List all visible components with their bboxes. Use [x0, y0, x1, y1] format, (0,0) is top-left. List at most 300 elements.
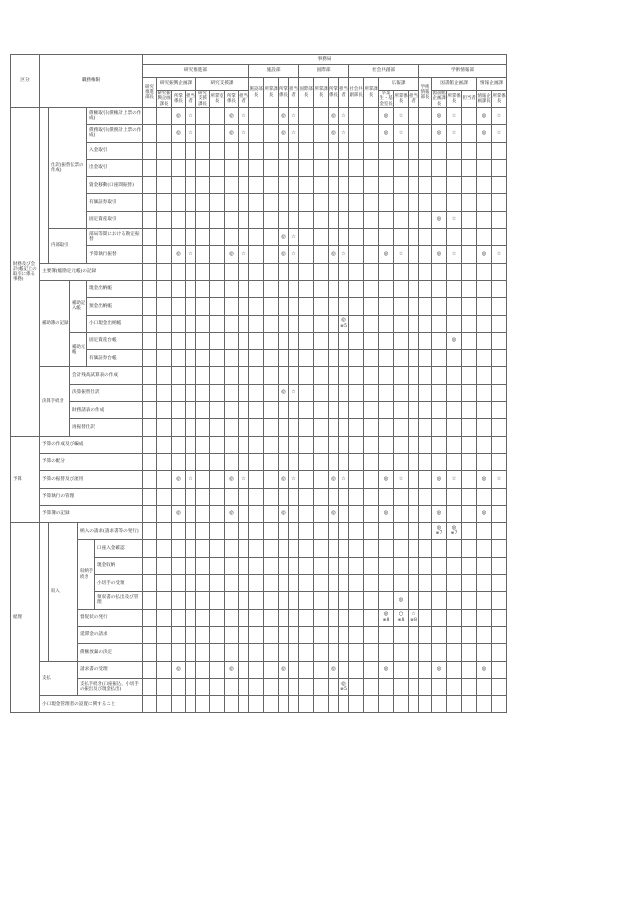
- authority-cell: [379, 142, 394, 159]
- authority-cell: [225, 332, 239, 349]
- authority-cell: [492, 696, 507, 713]
- authority-cell: [447, 280, 462, 297]
- authority-cell: [339, 402, 349, 419]
- authority-cell: [462, 246, 477, 263]
- authority-cell: [379, 592, 394, 609]
- authority-cell: ◎: [329, 471, 339, 488]
- role-header: 所掌係長: [492, 91, 507, 108]
- authority-cell: [239, 159, 249, 176]
- authority-cell: [186, 350, 196, 367]
- authority-cell: [157, 626, 172, 643]
- authority-cell: [314, 142, 329, 159]
- authority-cell: [394, 263, 409, 280]
- authority-cell: [157, 315, 172, 332]
- authority-cell: [339, 194, 349, 211]
- authority-cell: [379, 384, 394, 401]
- role-header: 担当者: [409, 91, 419, 108]
- authority-matrix-table: [10, 54, 507, 713]
- authority-cell: [409, 419, 419, 436]
- authority-cell: [314, 246, 329, 263]
- authority-cell: [419, 350, 432, 367]
- authority-cell: [157, 177, 172, 194]
- authority-cell: [394, 678, 409, 695]
- authority-cell: [329, 419, 339, 436]
- authority-cell: [432, 280, 447, 297]
- authority-cell: [264, 108, 279, 125]
- authority-cell: [225, 350, 239, 367]
- authority-cell: [225, 453, 239, 470]
- authority-cell: [299, 696, 314, 713]
- authority-cell: [299, 246, 314, 263]
- authority-cell: [492, 350, 507, 367]
- authority-cell: [379, 402, 394, 419]
- row-label: 小口現金出納帳: [87, 315, 143, 332]
- authority-cell: ◎: [432, 661, 447, 678]
- authority-cell: [409, 332, 419, 349]
- authority-cell: [314, 125, 329, 142]
- authority-cell: ◎ ※7: [432, 523, 447, 540]
- authority-cell: [492, 575, 507, 592]
- authority-cell: [339, 488, 349, 505]
- authority-cell: [186, 419, 196, 436]
- authority-cell: ◎: [329, 661, 339, 678]
- authority-cell: [289, 436, 299, 453]
- authority-cell: [492, 644, 507, 661]
- authority-cell: [419, 471, 432, 488]
- authority-cell: [462, 661, 477, 678]
- authority-cell: [289, 402, 299, 419]
- authority-cell: [379, 696, 394, 713]
- authority-cell: [349, 194, 364, 211]
- authority-cell: [364, 592, 379, 609]
- authority-cell: [432, 609, 447, 626]
- authority-cell: [409, 488, 419, 505]
- row-label: 予算簿の記録: [40, 505, 143, 522]
- authority-cell: [329, 177, 339, 194]
- authority-cell: [364, 108, 379, 125]
- authority-cell: [477, 592, 492, 609]
- authority-cell: [249, 505, 264, 522]
- authority-cell: [210, 402, 225, 419]
- authority-cell: [249, 108, 264, 125]
- role-header: 図書館企画課長: [432, 91, 446, 107]
- authority-cell: ◎: [432, 211, 447, 228]
- authority-cell: [210, 540, 225, 557]
- authority-cell: [462, 488, 477, 505]
- authority-cell: ◎: [477, 108, 492, 125]
- authority-cell: ◎: [329, 125, 339, 142]
- authority-cell: [225, 142, 239, 159]
- authority-cell: [264, 350, 279, 367]
- authority-cell: [157, 696, 172, 713]
- authority-cell: [289, 177, 299, 194]
- authority-cell: [289, 315, 299, 332]
- authority-cell: [339, 626, 349, 643]
- authority-cell: [289, 263, 299, 280]
- role-header: 卒業生・基金室長: [379, 91, 393, 107]
- authority-cell: [196, 402, 210, 419]
- authority-cell: [172, 488, 186, 505]
- authority-cell: [172, 229, 186, 246]
- authority-cell: [157, 609, 172, 626]
- authority-cell: [462, 125, 477, 142]
- authority-cell: [143, 471, 157, 488]
- row-label: 出金取引: [87, 159, 143, 176]
- authority-cell: [289, 453, 299, 470]
- authority-cell: [289, 523, 299, 540]
- authority-cell: ◎: [279, 108, 289, 125]
- authority-cell: [409, 108, 419, 125]
- authority-cell: [349, 350, 364, 367]
- authority-cell: [409, 540, 419, 557]
- authority-cell: [225, 384, 239, 401]
- authority-cell: [249, 280, 264, 297]
- authority-cell: [447, 315, 462, 332]
- row-label: 予算の振替及び流用: [40, 471, 143, 488]
- authority-cell: [419, 402, 432, 419]
- authority-cell: [289, 609, 299, 626]
- authority-cell: [447, 592, 462, 609]
- authority-cell: [364, 626, 379, 643]
- authority-cell: [409, 298, 419, 315]
- authority-cell: [299, 678, 314, 695]
- authority-cell: [249, 592, 264, 609]
- authority-cell: [196, 280, 210, 297]
- authority-cell: [432, 540, 447, 557]
- authority-cell: [289, 696, 299, 713]
- authority-cell: [157, 644, 172, 661]
- authority-cell: [462, 471, 477, 488]
- authority-cell: [329, 142, 339, 159]
- authority-cell: [349, 453, 364, 470]
- authority-cell: [225, 575, 239, 592]
- authority-cell: [196, 523, 210, 540]
- authority-cell: [196, 505, 210, 522]
- row-label: 債務取引(債務計上票の作成): [87, 125, 143, 142]
- authority-cell: [196, 332, 210, 349]
- authority-cell: [462, 211, 477, 228]
- authority-cell: [349, 384, 364, 401]
- authority-cell: [279, 678, 289, 695]
- authority-cell: [364, 194, 379, 211]
- authority-cell: [349, 592, 364, 609]
- authority-cell: [339, 177, 349, 194]
- authority-cell: [419, 246, 432, 263]
- authority-cell: [339, 384, 349, 401]
- authority-cell: [225, 644, 239, 661]
- authority-cell: [379, 523, 394, 540]
- authority-cell: ☆: [289, 246, 299, 263]
- authority-cell: ◎: [172, 471, 186, 488]
- authority-cell: [314, 626, 329, 643]
- authority-cell: [339, 453, 349, 470]
- authority-cell: [432, 592, 447, 609]
- authority-cell: [172, 696, 186, 713]
- authority-cell: [249, 315, 264, 332]
- authority-cell: [329, 194, 339, 211]
- authority-cell: ◎: [477, 125, 492, 142]
- authority-cell: [157, 575, 172, 592]
- authority-cell: [432, 177, 447, 194]
- authority-cell: [239, 419, 249, 436]
- authority-cell: [419, 436, 432, 453]
- authority-cell: [210, 315, 225, 332]
- authority-cell: [249, 367, 264, 384]
- authority-cell: [329, 696, 339, 713]
- authority-cell: ☆: [239, 125, 249, 142]
- role-header: 社会共創部長: [349, 78, 364, 108]
- authority-cell: [314, 436, 329, 453]
- dept-header: 学術情報部: [419, 65, 507, 78]
- authority-cell: [299, 402, 314, 419]
- authority-cell: [492, 332, 507, 349]
- authority-cell: [314, 453, 329, 470]
- authority-cell: [394, 661, 409, 678]
- authority-cell: [210, 211, 225, 228]
- authority-cell: [379, 557, 394, 574]
- authority-cell: [210, 644, 225, 661]
- authority-cell: [239, 661, 249, 678]
- authority-cell: [349, 332, 364, 349]
- authority-cell: [349, 678, 364, 695]
- authority-cell: ☆: [394, 125, 409, 142]
- authority-cell: [409, 280, 419, 297]
- authority-cell: [339, 505, 349, 522]
- authority-cell: [419, 280, 432, 297]
- authority-cell: [239, 194, 249, 211]
- authority-cell: [419, 177, 432, 194]
- authority-cell: [447, 696, 462, 713]
- authority-cell: [394, 159, 409, 176]
- authority-cell: ◎: [279, 661, 289, 678]
- authority-cell: [314, 644, 329, 661]
- authority-cell: [289, 661, 299, 678]
- authority-cell: [299, 280, 314, 297]
- authority-cell: [196, 678, 210, 695]
- authority-cell: [264, 246, 279, 263]
- authority-cell: ◎: [432, 505, 447, 522]
- authority-cell: [477, 453, 492, 470]
- authority-cell: [196, 177, 210, 194]
- authority-cell: [264, 644, 279, 661]
- category-zaimu: 財務及び会計(帳記上の取引に係る事務): [11, 108, 40, 437]
- authority-cell: [477, 523, 492, 540]
- authority-cell: ◎: [432, 108, 447, 125]
- authority-cell: [419, 540, 432, 557]
- authority-cell: [225, 626, 239, 643]
- authority-cell: [299, 211, 314, 228]
- authority-cell: [447, 488, 462, 505]
- authority-cell: [349, 419, 364, 436]
- authority-cell: [225, 523, 239, 540]
- authority-cell: [364, 471, 379, 488]
- authority-cell: [379, 298, 394, 315]
- authority-cell: [249, 194, 264, 211]
- authority-cell: [210, 384, 225, 401]
- authority-cell: [172, 159, 186, 176]
- authority-cell: [432, 419, 447, 436]
- authority-cell: [462, 229, 477, 246]
- authority-cell: [210, 592, 225, 609]
- authority-cell: [279, 488, 289, 505]
- authority-cell: [419, 661, 432, 678]
- authority-cell: [239, 575, 249, 592]
- authority-cell: [172, 367, 186, 384]
- authority-cell: [225, 159, 239, 176]
- authority-cell: [225, 609, 239, 626]
- authority-cell: [394, 142, 409, 159]
- authority-cell: [239, 332, 249, 349]
- authority-cell: ☆: [289, 471, 299, 488]
- group-header: 図書館企画課: [432, 78, 477, 91]
- authority-cell: ◎: [172, 108, 186, 125]
- category-keiri: 経理: [11, 523, 40, 713]
- authority-cell: [239, 142, 249, 159]
- category-shiharai: 支払: [40, 661, 78, 696]
- authority-cell: [379, 644, 394, 661]
- authority-cell: [299, 298, 314, 315]
- authority-cell: [210, 350, 225, 367]
- authority-cell: [186, 644, 196, 661]
- authority-cell: [264, 661, 279, 678]
- authority-cell: [143, 142, 157, 159]
- authority-cell: [186, 453, 196, 470]
- role-header: 所掌室長: [210, 91, 225, 108]
- authority-cell: [492, 626, 507, 643]
- authority-cell: [172, 177, 186, 194]
- authority-cell: [264, 505, 279, 522]
- authority-cell: [329, 453, 339, 470]
- authority-cell: [314, 557, 329, 574]
- authority-cell: [186, 159, 196, 176]
- authority-cell: [143, 367, 157, 384]
- authority-cell: [239, 523, 249, 540]
- authority-cell: ◎: [477, 505, 492, 522]
- authority-cell: [477, 194, 492, 211]
- authority-cell: [289, 211, 299, 228]
- authority-cell: [157, 142, 172, 159]
- authority-cell: [329, 263, 339, 280]
- authority-cell: [210, 696, 225, 713]
- authority-cell: [462, 108, 477, 125]
- authority-cell: [279, 523, 289, 540]
- authority-cell: [196, 436, 210, 453]
- row-label: 小口現金管理者の設置に関すること: [40, 696, 143, 713]
- authority-cell: [172, 194, 186, 211]
- dept-header: 施設部: [249, 65, 299, 78]
- authority-cell: [349, 142, 364, 159]
- authority-cell: [492, 384, 507, 401]
- authority-cell: [239, 540, 249, 557]
- authority-cell: [364, 159, 379, 176]
- role-header: 所掌課長: [364, 78, 379, 108]
- authority-cell: [462, 505, 477, 522]
- authority-cell: [329, 540, 339, 557]
- authority-cell: [157, 229, 172, 246]
- authority-cell: [409, 661, 419, 678]
- authority-cell: [264, 194, 279, 211]
- authority-cell: [299, 661, 314, 678]
- authority-cell: [364, 419, 379, 436]
- authority-cell: ◎: [432, 125, 447, 142]
- authority-cell: [279, 453, 289, 470]
- authority-cell: [492, 505, 507, 522]
- authority-cell: [314, 575, 329, 592]
- authority-cell: [477, 159, 492, 176]
- authority-cell: [364, 402, 379, 419]
- authority-cell: [225, 229, 239, 246]
- authority-cell: [394, 644, 409, 661]
- authority-cell: [462, 626, 477, 643]
- authority-cell: [239, 177, 249, 194]
- group-header: 学術情報部長: [419, 78, 432, 108]
- authority-cell: ◎: [279, 229, 289, 246]
- authority-cell: [329, 159, 339, 176]
- authority-cell: ☆: [492, 108, 507, 125]
- authority-cell: [477, 557, 492, 574]
- authority-cell: [364, 678, 379, 695]
- authority-cell: [196, 246, 210, 263]
- authority-cell: [419, 592, 432, 609]
- authority-cell: [477, 488, 492, 505]
- authority-cell: [143, 350, 157, 367]
- group-header: 研究推進部長: [143, 78, 157, 108]
- authority-cell: [289, 505, 299, 522]
- authority-cell: [364, 609, 379, 626]
- authority-cell: [432, 436, 447, 453]
- authority-cell: [172, 523, 186, 540]
- authority-cell: ◎: [225, 661, 239, 678]
- authority-cell: [349, 505, 364, 522]
- authority-cell: [157, 661, 172, 678]
- authority-cell: [210, 661, 225, 678]
- authority-cell: [264, 229, 279, 246]
- authority-cell: [462, 557, 477, 574]
- authority-cell: [143, 177, 157, 194]
- authority-cell: [299, 384, 314, 401]
- authority-cell: [477, 142, 492, 159]
- authority-cell: [364, 332, 379, 349]
- authority-cell: [409, 211, 419, 228]
- authority-cell: [143, 211, 157, 228]
- authority-cell: [299, 644, 314, 661]
- authority-cell: [492, 177, 507, 194]
- authority-cell: [462, 263, 477, 280]
- role-header: 所掌課長: [264, 78, 279, 108]
- authority-cell: [477, 315, 492, 332]
- authority-cell: [349, 488, 364, 505]
- authority-cell: [172, 350, 186, 367]
- authority-cell: [210, 263, 225, 280]
- authority-cell: [329, 609, 339, 626]
- authority-cell: ◎: [447, 332, 462, 349]
- authority-cell: [364, 211, 379, 228]
- authority-cell: [299, 471, 314, 488]
- authority-cell: [210, 142, 225, 159]
- authority-cell: [289, 678, 299, 695]
- authority-cell: [249, 384, 264, 401]
- authority-cell: [299, 523, 314, 540]
- authority-cell: ◎: [172, 246, 186, 263]
- authority-cell: [432, 488, 447, 505]
- authority-cell: [239, 384, 249, 401]
- authority-cell: [379, 540, 394, 557]
- authority-cell: [432, 263, 447, 280]
- authority-cell: [419, 384, 432, 401]
- authority-cell: [364, 367, 379, 384]
- authority-cell: [477, 575, 492, 592]
- authority-cell: [314, 159, 329, 176]
